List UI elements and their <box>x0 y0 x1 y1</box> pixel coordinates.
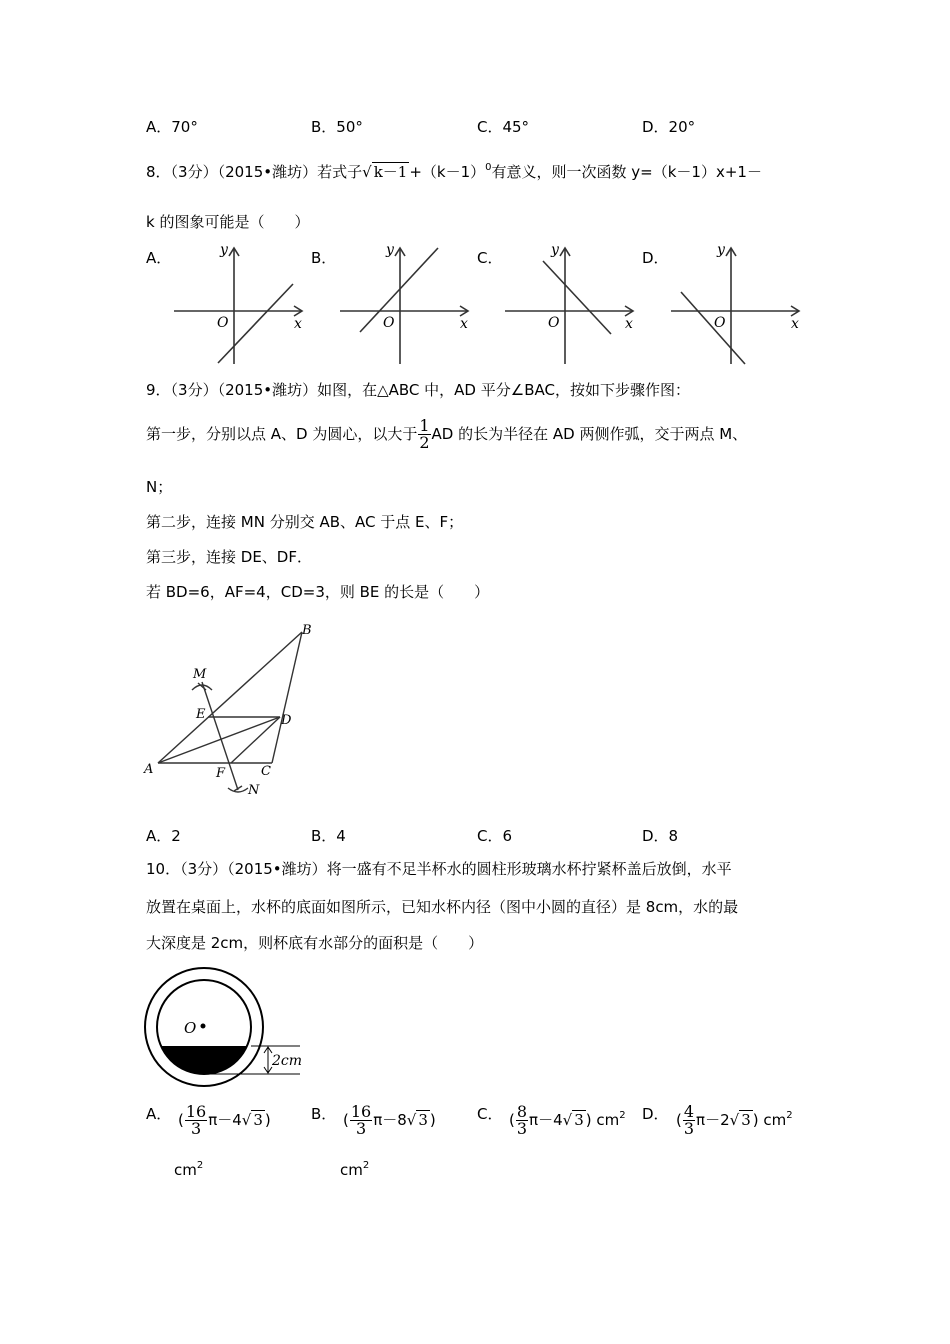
q9-step1-b: AD 的长为半径在 AD 两侧作弧，交于两点 M、 <box>431 425 748 443</box>
q9-fraction <box>418 418 430 451</box>
q10-option-c: ( $\frac{8}{3}$ π－4√ 3 ) $cm^2$ <box>509 1102 626 1138</box>
q8-stem <box>146 162 762 185</box>
x-axis-label: x <box>625 316 633 332</box>
x-axis-label: x <box>791 316 799 332</box>
q10-option-c-label: C． <box>477 1105 503 1123</box>
q9-step2: 第二步，连接 MN 分别交 AB、AC 于点 E、F； <box>146 513 464 531</box>
q8-graph-d <box>667 240 807 368</box>
q8-line2: k 的图象可能是（ ） <box>146 213 310 231</box>
origin-label: O <box>714 315 726 331</box>
q10-line2: 放置在桌面上，水杯的底面如图所示，已知水杯内径（图中小圆的直径）是 8cm，水的最 <box>146 898 739 916</box>
q8-option-c-label: C． <box>477 249 503 267</box>
q8-option-a-label: A． <box>146 249 172 267</box>
q8-sqrt: √ k－1 <box>362 163 408 181</box>
q9-step1-a: 第一步，分别以点 A、D 为圆心，以大于 <box>146 425 418 443</box>
label-depth: 2cm <box>272 1053 303 1069</box>
q9-option-c: C．6 <box>477 827 513 845</box>
label-m: M <box>193 667 207 682</box>
label-n: N <box>248 783 260 798</box>
q10-option-b-unit: $cm^2$ <box>340 1160 370 1179</box>
q8-graph-a <box>170 240 310 368</box>
q10-option-b-label: B． <box>311 1105 337 1123</box>
label-d: D <box>281 713 292 728</box>
q10-line1: 10．（3分）（2015•潍坊）将一盛有不足半杯水的圆柱形玻璃水杯拧紧杯盖后放倒，水平 <box>146 860 732 878</box>
q10-option-d-label: D． <box>642 1105 669 1123</box>
q7-option-c: C．45° <box>477 118 530 136</box>
q7-option-b: B．50° <box>311 118 363 136</box>
y-axis-label: y <box>717 242 725 258</box>
q8-suffix: 有意义，则一次函数 y=（k－1）x+1－ <box>491 163 762 181</box>
q8-option-b-label: B． <box>311 249 337 267</box>
q9-condition: 若 BD=6，AF=4，CD=3，则 BE 的长是（ ） <box>146 583 490 601</box>
x-axis-label: x <box>460 316 468 332</box>
q9-option-b: B．4 <box>311 827 346 845</box>
q8-graph-b <box>336 240 476 368</box>
origin-label: O <box>383 315 395 331</box>
q7-option-a: A．70° <box>146 118 198 136</box>
label-c: C <box>261 764 271 779</box>
q9-triangle-figure <box>140 620 330 810</box>
y-axis-label: y <box>220 242 228 258</box>
q9-step3: 第三步，连接 DE、DF． <box>146 548 312 566</box>
q9-fraction-den: 2 <box>419 433 430 452</box>
y-axis-label: y <box>386 242 394 258</box>
q8-graph-c <box>501 240 641 368</box>
origin-label: O <box>217 315 229 331</box>
q9-option-d: D．8 <box>642 827 679 845</box>
q10-line3: 大深度是 2cm，则杯底有水部分的面积是（ ） <box>146 934 484 952</box>
q9-option-a: A．2 <box>146 827 181 845</box>
q8-zero-exponent: 0 <box>485 162 492 173</box>
q8-option-d-label: D． <box>642 249 669 267</box>
q9-step1 <box>146 418 747 451</box>
q10-cup-figure <box>140 964 310 1090</box>
label-b: B <box>302 623 312 638</box>
q10-option-a-label: A． <box>146 1105 172 1123</box>
q9-line1: 9．（3分）（2015•潍坊）如图，在△ABC 中，AD 平分∠BAC，按如下步骤作图： <box>146 381 690 399</box>
q9-fraction-num: 1 <box>419 416 430 435</box>
q8-radicand: k－1 <box>373 163 408 181</box>
q8-prefix: 8．（3分）（2015•潍坊）若式子 <box>146 163 363 181</box>
q10-option-d: ( $\frac{4}{3}$ π－2√ 3 ) $cm^2$ <box>676 1102 793 1138</box>
q10-option-b: ( $\frac{16}{3}$ π－8√ 3 ) <box>343 1102 436 1138</box>
origin-label: O <box>548 315 560 331</box>
y-axis-label: y <box>551 242 559 258</box>
q9-step1-c: N； <box>146 478 173 496</box>
label-a: A <box>144 762 154 777</box>
q8-mid: +（k－1） <box>409 163 486 181</box>
label-f: F <box>216 766 226 781</box>
x-axis-label: x <box>294 316 302 332</box>
q10-option-a: ( $\frac{16}{3}$ π－4√ 3 ) <box>178 1102 271 1138</box>
q7-option-d: D．20° <box>642 118 696 136</box>
label-o: O <box>184 1019 197 1037</box>
label-e: E <box>196 707 206 722</box>
q10-option-a-unit: $cm^2$ <box>174 1160 204 1179</box>
